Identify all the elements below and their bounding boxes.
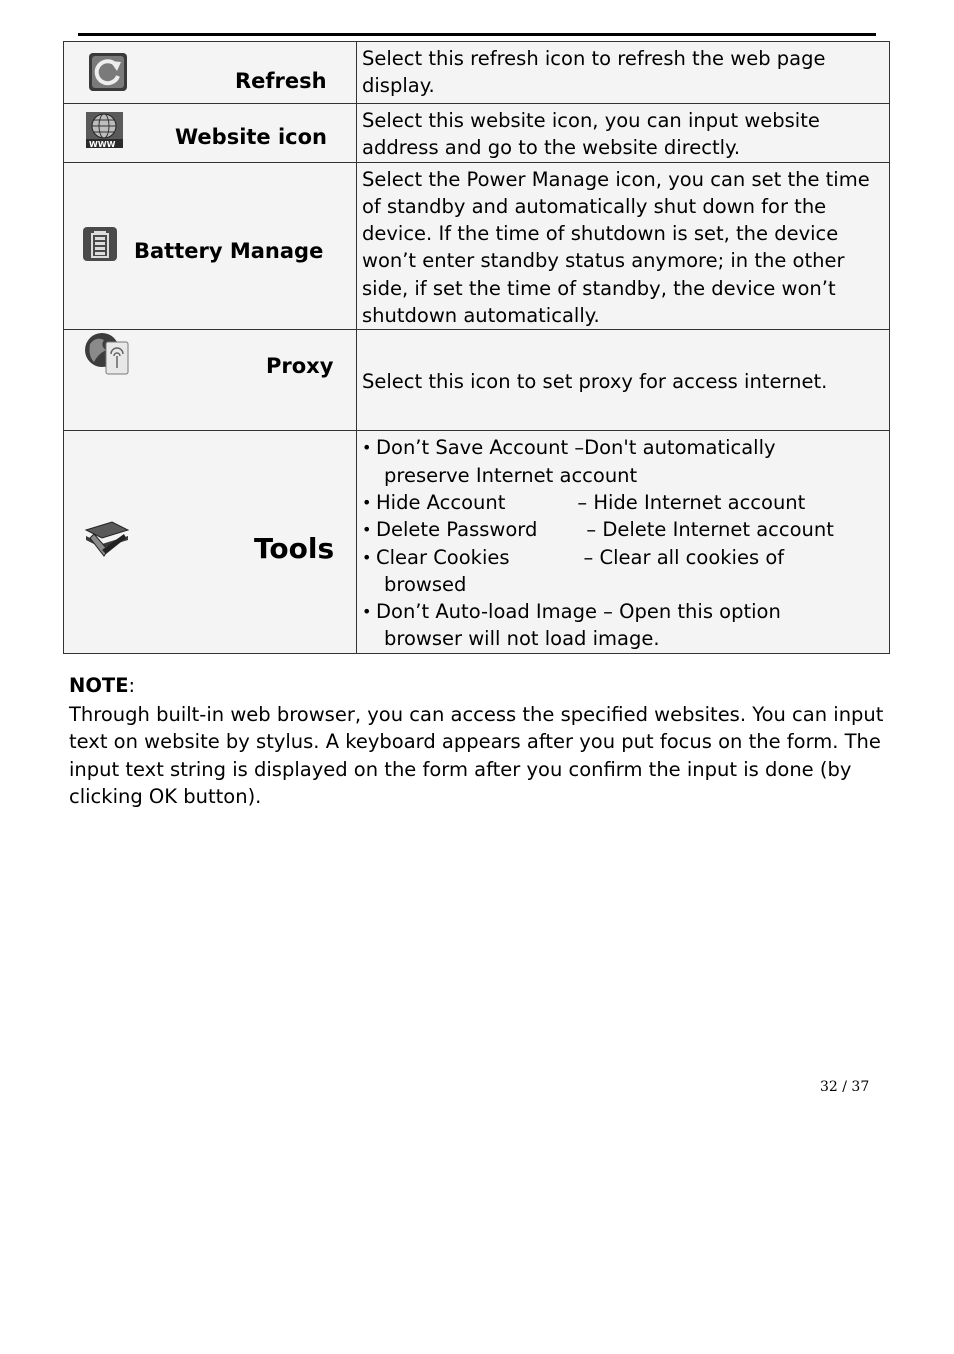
row-description: Select the Power Manage icon, you can set the time of standby and automatically shut down for the device. If the time of shutdown is set, the device won’t enter standby status anymore; in the other side, if set the time of standby, the device won’t shutdown automatically.: [357, 162, 890, 330]
option-text: Delete Internet account: [602, 518, 834, 542]
note-body: Through built-in web browser, you can access the specified websites. You can input text on website by stylus. A keyboard appears after you put focus on the form. The input text string is displayed on the form after you confirm the input is done (by clicking OK button).: [69, 703, 884, 809]
option-continuation: browser will not load image.: [384, 627, 660, 651]
list-item: [362, 598, 884, 653]
svg-text:WWW: WWW: [89, 140, 116, 148]
option-text: Open this option: [619, 600, 781, 624]
table-row: [64, 330, 890, 431]
battery-icon: [83, 227, 117, 261]
refresh-icon: [88, 52, 128, 92]
option-term: Delete Password: [376, 518, 538, 542]
option-separator: –: [574, 436, 585, 460]
option-continuation: preserve Internet account: [384, 463, 638, 487]
option-text: Clear all cookies of: [599, 545, 785, 569]
tools-icon: [84, 520, 130, 558]
option-term: Hide Account: [376, 490, 506, 514]
table-row: [64, 431, 890, 653]
row-description: Select this website icon, you can input website address and go to the website directly.: [357, 104, 890, 163]
row-title: Website icon: [175, 125, 328, 149]
tools-options-cell: [357, 431, 890, 653]
name-cell: [64, 330, 357, 431]
note-heading: [69, 674, 135, 697]
website-icon: [86, 112, 123, 148]
row-description-text: Select this icon to set proxy for access internet.: [362, 370, 828, 394]
option-term: Don’t Save Account: [376, 436, 569, 460]
browser-icons-table: [63, 41, 890, 654]
row-title: Proxy: [266, 354, 334, 379]
row-title: Refresh: [235, 69, 327, 93]
page-number: 32 / 37: [820, 1079, 870, 1095]
option-continuation: browsed: [384, 572, 467, 596]
row-title: Battery Manage: [134, 238, 324, 263]
table-row: [64, 104, 890, 163]
list-item: [362, 489, 884, 516]
proxy-icon: [84, 332, 130, 376]
option-term: Don’t Auto-load Image: [376, 600, 597, 624]
name-cell: [64, 104, 357, 163]
list-item: [362, 434, 884, 489]
row-description: [357, 330, 890, 431]
option-term: Clear Cookies: [376, 545, 510, 569]
option-separator: –: [583, 545, 594, 569]
option-separator: –: [586, 518, 597, 542]
table-row: [64, 162, 890, 330]
option-separator: –: [603, 600, 613, 624]
table-row: [64, 42, 890, 104]
name-cell: [64, 42, 357, 104]
header-rule: [78, 33, 876, 36]
note-label: NOTE: [69, 674, 129, 697]
option-text: Hide Internet account: [593, 490, 806, 514]
note-colon: :: [128, 674, 136, 697]
option-text: Don't automatically: [584, 436, 776, 460]
row-title: Tools: [254, 532, 335, 566]
name-cell: [64, 162, 357, 330]
tools-options-list: [362, 434, 884, 652]
row-description: Select this refresh icon to refresh the web page display.: [357, 42, 890, 104]
option-separator: –: [577, 490, 588, 514]
list-item: [362, 544, 884, 599]
list-item: [362, 516, 884, 543]
name-cell: [64, 431, 357, 653]
